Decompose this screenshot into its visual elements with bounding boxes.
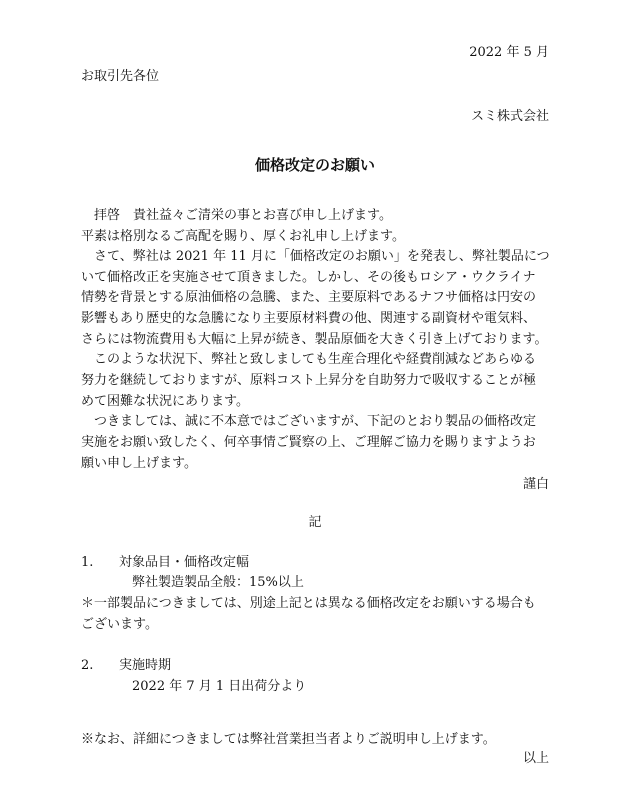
- letter-title: 価格改定のお願い: [254, 156, 375, 174]
- letter-date: 2022 年 5 月: [469, 45, 549, 60]
- body-line: いて価格改正を実施させて頂きました。しかし、その後もロシア・ウクライナ: [81, 270, 536, 285]
- item-1-detail: 弊社製造製品全般：15%以上: [132, 575, 304, 590]
- item-2-heading: 実施時期: [119, 658, 172, 673]
- body-line: 影響もあり歴史的な急騰になり主要原材料費の他、関連する副資材や電気料、: [81, 311, 537, 326]
- body-line: つきましては、誠に不本意ではございますが、下記のとおり製品の価格改定: [94, 414, 537, 429]
- note-line: ございます。: [81, 617, 158, 632]
- final-note: ※なお、詳細につきましては弊社営業担当者よりご説明申し上げます。: [81, 732, 496, 747]
- sender-company: スミ株式会社: [470, 109, 549, 124]
- body-line: 平素は格別なるご高配を賜り、厚くお礼申し上げます。: [81, 229, 405, 244]
- recipient: お取引先各位: [81, 69, 160, 84]
- closing-kenpaku: 謹白: [522, 477, 549, 492]
- ki-heading: 記: [308, 515, 322, 530]
- note-line: ＊一部製品につきましては、別途上記とは異なる価格改定をお願いする場合も: [81, 596, 536, 611]
- body-line: このような状況下、弊社と致しましても生産合理化や経費削減などあらゆる: [94, 352, 537, 367]
- item-2-number: 2.: [81, 658, 94, 673]
- body-line: 努力を継続しておりますが、原料コスト上昇分を自助努力で吸収することが極: [81, 373, 537, 388]
- item-1-heading: 対象品目・価格改定幅: [119, 555, 250, 570]
- ending-ijou: 以上: [522, 751, 549, 766]
- body-line: 情勢を背景とする原油価格の急騰、また、主要原料であるナフサ価格は円安の: [81, 290, 537, 305]
- body-line: めて困難な状況にあります。: [81, 394, 249, 409]
- body-line: 実施をお願い致したく、何卒事情ご賢察の上、ご理解ご協力を賜りますようお: [81, 435, 536, 450]
- body-line: さらには物流費用も大幅に上昇が続き、製品原価を大きく引き上げております。: [81, 332, 548, 347]
- item-2-detail: 2022 年 7 月 1 日出荷分より: [132, 679, 307, 694]
- body-line: 拝啓 貴社益々ご清栄の事とお喜び申し上げます。: [94, 208, 392, 223]
- body-line: さて、弊社は 2021 年 11 月に「価格改定のお願い」を発表し、弊社製品につ: [94, 249, 550, 264]
- body-line: 願い申し上げます。: [81, 456, 197, 471]
- item-1-number: 1.: [81, 555, 94, 570]
